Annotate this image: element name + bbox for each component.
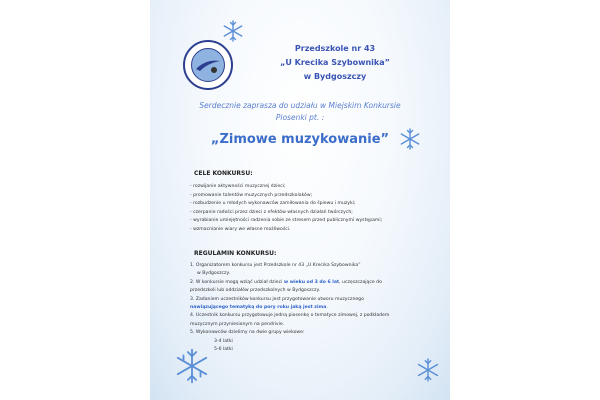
goal-item: - czerpanie radości przez dzieci z efektów własnych działań twórczych; [190, 209, 353, 215]
rule-2-highlight: w wieku od 3 do 6 lat [283, 279, 340, 285]
invitation-text [180, 100, 420, 124]
invite-line-1: Serdecznie zaprasza do udziału w Miejskim Konkursie [199, 101, 401, 110]
goal-item: - rozbudzenie u młodych wykonawców zamiłowania do śpiewu i muzyki; [190, 201, 356, 207]
rule-2 [190, 279, 435, 287]
poster-page [150, 0, 450, 400]
rule-4-cont: muzycznym przyniesionym na pendrivie. [190, 321, 285, 327]
school-line-3: w Bydgoszczy [303, 72, 367, 81]
rules-heading: REGULAMIN KONKURSU: [194, 250, 277, 257]
age-group-1: 3-4 latki [214, 338, 233, 344]
goals-heading: CELE KONKURSU: [194, 170, 253, 177]
rules-list [190, 262, 435, 354]
rule-3-end: . [326, 305, 328, 311]
snowflake-icon [222, 20, 244, 42]
rule-3: 3. Zadaniem uczestników konkursu jest przygotowanie utworu muzycznego [190, 296, 364, 302]
rule-2-cont: przedszkoli lub oddziałów przedszkolnych w Bydgoszczy. [190, 288, 320, 294]
goals-list [190, 183, 435, 235]
rule-3-highlight: nawiązującego tematyką do pory roku jaką jest zima [190, 305, 327, 311]
rule-1-cont: w Bydgoszczy. [197, 271, 230, 277]
goal-item: - rozwijanie aktywności muzycznej dzieci; [190, 184, 286, 189]
snowflake-icon [416, 358, 440, 382]
rule-5: 5. Wykonawców dzielimy na dwie grupy wiekowe: [190, 330, 305, 336]
rule-3-cont [190, 304, 435, 312]
school-name [260, 42, 410, 84]
rule-2-text-end: , uczęszczające do [339, 279, 382, 285]
logo-emblem [183, 40, 233, 90]
goal-item: - wyrabianie umiejętności radzenia sobie ze stresem przed publicznymi występami; [190, 218, 383, 224]
rule-2-text: 2. W konkursie mogą wziąć udział dzieci [190, 279, 284, 285]
invite-line-2: Piosenki pt. : [275, 113, 325, 122]
school-line-1: Przedszkole nr 43 [294, 44, 376, 53]
school-line-2: „U Krecika Szybownika” [280, 58, 390, 67]
contest-title: „Zimowe muzykowanie” [210, 132, 390, 147]
rule-1: 1. Organizatorem konkursu jest Przedszkole nr 43 „U Krecika Szybownika” [190, 263, 361, 268]
rule-4: 4. Uczestnik konkursu przygotowuje jedną piosenkę o tematyce zimowej, z podkładem [190, 313, 390, 319]
glider-icon [192, 49, 224, 81]
goal-item: - wzmacnianie wiary we własne możliwości. [190, 226, 291, 232]
age-group-2: 5-6 latki [214, 347, 233, 353]
logo-glider-icon [191, 48, 225, 82]
goal-item: - promowanie talentów muzycznych przedszkolaków; [190, 192, 313, 198]
